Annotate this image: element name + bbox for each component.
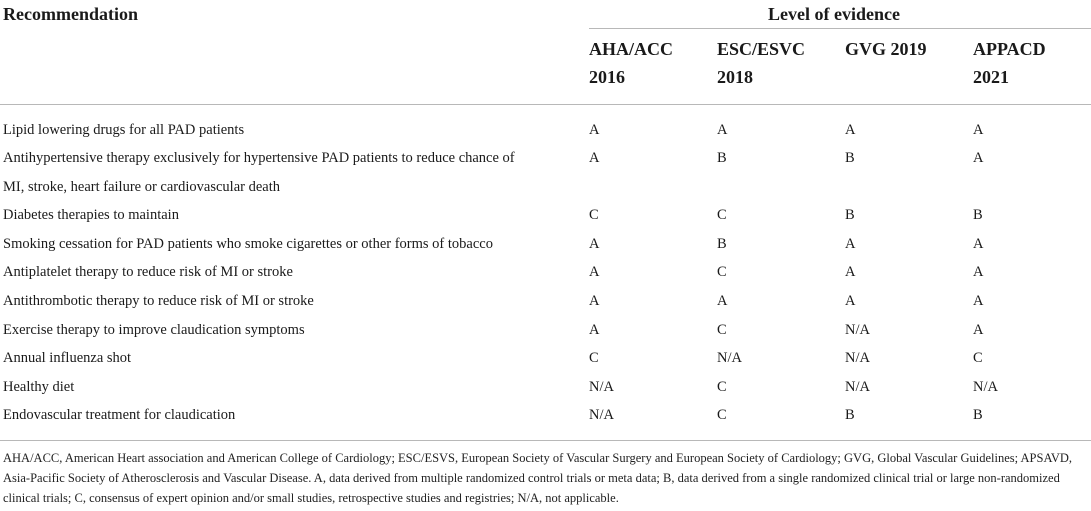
table-row-recommendation: Lipid lowering drugs for all PAD patients: [3, 122, 245, 138]
table-row-recommendation-continued: MI, stroke, heart failure or cardiovascular death: [3, 179, 280, 195]
evidence-cell: A: [973, 293, 984, 309]
evidence-cell: B: [845, 150, 855, 166]
evidence-cell: A: [845, 122, 856, 138]
evidence-cell: A: [589, 150, 600, 166]
evidence-cell: C: [717, 407, 727, 423]
evidence-cell: C: [589, 207, 599, 223]
evidence-cell: B: [845, 207, 855, 223]
evidence-cell: C: [717, 322, 727, 338]
column-header-line: APPACD: [973, 39, 1046, 59]
evidence-cell: A: [589, 322, 600, 338]
evidence-cell: N/A: [845, 350, 870, 366]
evidence-cell: N/A: [589, 407, 614, 423]
evidence-cell: A: [717, 293, 728, 309]
column-header-line: AHA/ACC: [589, 39, 673, 59]
column-header-line: 2016: [589, 67, 625, 87]
table-footnote: AHA/ACC, American Heart association and American College of Cardiology; ESC/ESVS, European Society of Vascular Surgery and European Society of Cardiology; GVG, Global Vascular Guidelines; APSAVD, Asia-Pacific Society of Atherosclerosis and Vascular Disease. A, data derived from multiple randomized control trials or meta data; B, data derived from a single randomized clinical trial or large non-randomized clinical trials; C, consensus of expert opinion and/or small studies, retrospective studies and registries; N/A, not applicable.: [3, 451, 1073, 505]
evidence-cell: N/A: [845, 379, 870, 395]
column-header-line: GVG 2019: [845, 39, 927, 59]
recommendation-column-header: Recommendation: [3, 4, 138, 24]
evidence-cell: B: [717, 150, 727, 166]
table-row-recommendation: Endovascular treatment for claudication: [3, 407, 236, 423]
table-bottom-rule: [0, 440, 1091, 441]
column-header-gvg: [845, 35, 927, 63]
evidence-cell: A: [589, 122, 600, 138]
column-header-aha-acc: [589, 35, 673, 91]
table-row-recommendation: Antiplatelet therapy to reduce risk of MI or stroke: [3, 264, 293, 280]
evidence-cell: C: [717, 207, 727, 223]
evidence-cell: C: [717, 379, 727, 395]
evidence-cell: A: [589, 293, 600, 309]
evidence-cell: B: [845, 407, 855, 423]
table-row-recommendation: Antithrombotic therapy to reduce risk of MI or stroke: [3, 293, 314, 309]
table-row-recommendation: Exercise therapy to improve claudication symptoms: [3, 322, 305, 338]
table-row-recommendation: Smoking cessation for PAD patients who smoke cigarettes or other forms of tobacco: [3, 236, 493, 252]
evidence-cell: A: [589, 264, 600, 280]
evidence-cell: N/A: [845, 322, 870, 338]
evidence-cell: A: [973, 322, 984, 338]
evidence-cell: A: [973, 264, 984, 280]
evidence-cell: N/A: [973, 379, 998, 395]
evidence-cell: B: [717, 236, 727, 252]
evidence-cell: A: [973, 150, 984, 166]
column-header-esc-esvc: [717, 35, 805, 91]
evidence-cell: C: [589, 350, 599, 366]
column-header-line: ESC/ESVC: [717, 39, 806, 59]
evidence-cell: N/A: [717, 350, 742, 366]
column-header-line: 2021: [973, 67, 1009, 87]
evidence-cell: A: [845, 264, 856, 280]
evidence-cell: B: [973, 207, 983, 223]
header-bottom-rule: [0, 104, 1091, 105]
evidence-cell: A: [973, 236, 984, 252]
evidence-cell: A: [717, 122, 728, 138]
evidence-cell: A: [973, 122, 984, 138]
table-row-recommendation: Diabetes therapies to maintain: [3, 207, 179, 223]
evidence-cell: N/A: [589, 379, 614, 395]
evidence-cell: A: [845, 293, 856, 309]
table-row-recommendation: Healthy diet: [3, 379, 75, 395]
column-header-line: 2018: [717, 67, 753, 87]
evidence-cell: B: [973, 407, 983, 423]
level-of-evidence-rule: [589, 28, 1091, 29]
evidence-cell: C: [717, 264, 727, 280]
evidence-cell: A: [845, 236, 856, 252]
evidence-cell: C: [973, 350, 983, 366]
evidence-cell: A: [589, 236, 600, 252]
level-of-evidence-header: Level of evidence: [768, 4, 900, 24]
table-row-recommendation: Antihypertensive therapy exclusively for hypertensive PAD patients to reduce chance of: [3, 150, 515, 166]
column-header-appacd: [973, 35, 1046, 91]
table-row-recommendation: Annual influenza shot: [3, 350, 132, 366]
